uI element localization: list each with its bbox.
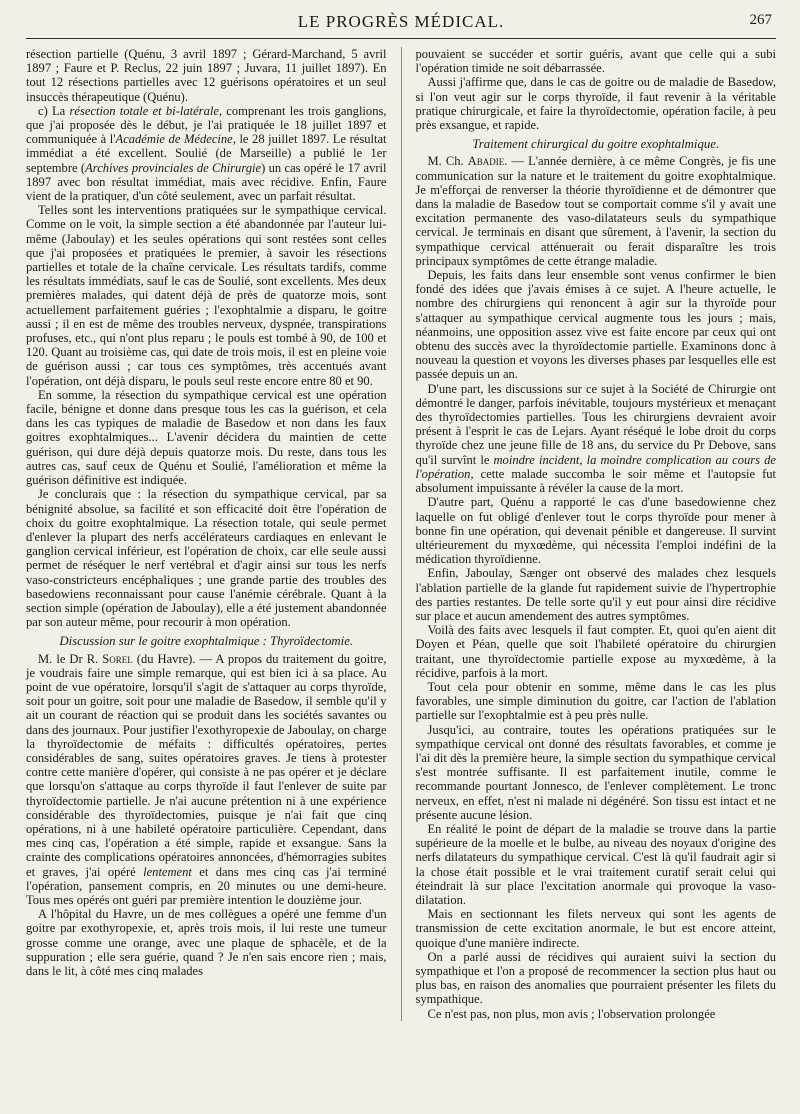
paragraph: Jusqu'ici, au contraire, toutes les opérations pratiquées sur le sympathique cervical ont donné des résultats favorables, et comme je l'ai dit dès la première heure, la simple section du sympathique cervical s'est montrée suffisante. Il est parfaitement inutile, comme le recommande pourtant Jonnesco, de l'enlever complètement. Le tronc nerveux, en effet, n'est ni malade ni dégénéré. Son tissu est intact et ne présente aucune lésion. (415, 722, 777, 822)
left-column (26, 47, 387, 1021)
paragraph: Ce n'est pas, non plus, mon avis ; l'observation prolongée (427, 1006, 716, 1021)
paragraph: Depuis, les faits dans leur ensemble sont venus confirmer le bien fondé des idées que j'avais émises à ce sujet. A l'heure actuelle, le nombre des chirurgiens qui renoncent à agir sur la thyroïde pour s'attaquer au sympathique cervical augmente tous les jours ; mais, néanmoins, une opposition assez vive est faite encore par ceux qui ont obtenu des succès avec la thyroïdectomie partielle. Examinons donc à nouveau la question et voyons les diverses phases par lesquelles elle est passée depuis un an. (415, 268, 777, 382)
paragraph: M. le Dr R. Sorel (du Havre). — A propos du traitement du goitre, je voudrais faire une simple remarque, qui est bien ici à sa place. Au point de vue opératoire, lorsqu'il s'agit de s'attaquer au corps thyroïde, soit pour un goitre, soit pour une maladie de Basedow, il semble qu'il y ait un courant de réaction qui se produit dans les sociétés savantes ou dans des journaux. Pour justifier l'exothyropexie de Jaboulay, on charge la thyroïdectomie de méfaits : difficultés opératoires, pertes considérables de sang, suites opératoires graves. Je tiens à protester contre cette manière d'opérer, qui consiste à ne pas opérer et je déclare que lorsqu'on s'attaque au corps thyroïde il faut l'enlever de suite par thyroïdectomie partielle. Je n'ai aucune prétention ni à une expérience considérable des thyroïdectomies, puisque je n'ai fait que cinq opérations, ni à une habileté opératoire particulière. Cependant, dans mes cinq cas, l'opération a été simple, rapide et exsangue. Sans la crainte des complications opératoires annoncées, d'hémorragies subites et graves, j'ai opéré lentement et dans mes cinq cas j'ai terminé l'opération, pansement compris, en 20 minutes ou une demi-heure. Tous mes opérés ont guéri par première intention le douzième jour. (26, 651, 387, 907)
paragraph: En réalité le point de départ de la maladie se trouve dans la partie supérieure de la moelle et le bulbe, au niveau des noyaux d'origine des nerfs dilatateurs du sympathique cervical. C'est là qu'il faudrait agir si la chose était possible et le vrai traitement curatif serait celui qui éteindrait là sur place l'excitation anormale qui provoque la vaso-dilatation. (415, 821, 777, 907)
paragraph: Telles sont les interventions pratiquées sur le sympathique cervical. Comme on le voit, la simple section a été abandonnée par l'auteur lui-même (Jaboulay) et les seules opérations qui sont restées sont celles que j'ai proposées et pratiquées le premier, à savoir les résections partielles et totale de la chaîne cervicale. Les résultats tardifs, comme les résultats immédiats, sauf le cas de Soulié, sont excellents. Mes deux premières malades, qui datent déjà de près de quatorze mois, sont actuellement parfaitement guéries ; l'exophtalmie a disparu, le goitre aussi ; il en est de même des troubles nerveux, dyspnée, transpirations profuses, etc., qui n'ont plus reparu ; le pouls est tombé à 90, de 100 et 120. Quant au troisième cas, qui date de trois mois, il est en pleine voie de guérison aussi ; car tous ces symptômes, très accentués avant l'opération, ont déjà disparu, le pouls seul reste encore entre 80 et 90. (26, 203, 387, 388)
paragraph: Je conclurais que : la résection du sympathique cervical, par sa bénignité absolue, sa facilité et son efficacité doit être l'opération de choix du goitre exophtalmique. La résection totale, qui seule permet d'enlever la plupart des nerfs accélérateurs cardiaques en enlevant le ganglion cervical inférieur, est l'opération de choix, car elle seule aussi permet de réséquer le nerf vertébral et d'agir ainsi sur tous les nerfs vaso-constricteurs encéphaliques ; une grande partie des troubles des basedowiens reconnaissant pour cause l'anémie cérébrale. Quant à la section simple (opération de Jaboulay), elle a été justement abandonnée par son auteur même, pour recourir à mon opération. (26, 487, 387, 630)
paragraph: D'une part, les discussions sur ce sujet à la Société de Chirurgie ont démontré le danger, parfois inévitable, toujours mystérieux et menaçant des thyroïdectomies partielles. Tous les chirurgiens devraient avoir présent à l'esprit le cas de Lejars. Ayant réséqué le lobe droit du corps thyroïde chez une jeune fille de 18 ans, du service du Pr Debove, sans qu'il survînt le moindre incident, la moindre complication au cours de l'opération, cette malade succomba le soir même et l'autopsie fut absolument impuissante à révéler la cause de la mort. (415, 381, 777, 496)
paragraph: Mais en sectionnant les filets nerveux qui sont les agents de transmission de cette excitation anormale, le but est encore atteint, quoique d'une manière indirecte. (415, 907, 777, 950)
paragraph: D'autre part, Quénu a rapporté le cas d'une basedowienne chez laquelle on fut obligé d'enlever tout le corps thyroïde pour mener à bonne fin une opération, qui devenait pénible et dangereuse. Il survint ultérieurement du myxœdème, qui nécessita l'emploi indéfini de la médication thyroïdienne. (415, 495, 777, 567)
page-number: 267 (749, 12, 772, 28)
paragraph: Tout cela pour obtenir en somme, même dans le cas les plus favorables, une simple diminution du goitre, car l'action de l'ablation partielle sur l'exophtalmie est à peu près nulle. (415, 679, 777, 723)
journal-title: LE PROGRÈS MÉDICAL. (297, 12, 505, 31)
paragraph: c) La résection totale et bi-latérale, comprenant les trois ganglions, que j'ai proposée dès le début, je l'ai pratiquée le 18 juillet 1897 et communiquée à l'Académie de Médecine, le 28 juillet 1897. Le résultat immédiat a été excellent. Soulié (de Marseille) a publié le 1er septembre (Archives provinciales de Chirurgie) un cas opéré le 17 avril 1897 avec bon résultat immédiat, mais avec récidive. Enfin, Faure vient de la pratiquer, d'un côté seulement, avec un parfait résultat. (26, 103, 387, 204)
running-header (26, 12, 776, 39)
paragraph: Enfin, Jaboulay, Sænger ont observé des malades chez lesquels l'ablation partielle de la glande fut rapidement suivie de l'hypertrophie des parties restantes. De telle sorte qu'il y eut pour ainsi dire récidive sur place et aucun amendement des autres symptômes. (415, 566, 777, 623)
article-columns (26, 47, 776, 1021)
paragraph: On a parlé aussi de récidives qui auraient suivi la section du sympathique et l'on a proposé de recommencer la section plus haut ou plus bas, en raison des anomalies que pourraient présenter les filets du sympathique. (415, 949, 777, 1007)
section-heading: Discussion sur le goitre exophtalmique : Thyroïdectomie. (59, 634, 354, 649)
paragraph: résection partielle (Quénu, 3 avril 1897 ; Gérard-Marchand, 5 avril 1897 ; Faure et P. Reclus, 22 juin 1897 ; Juvara, 11 juillet 1897). En tout 12 résections partielles avec 12 guérisons opératoires et un seul insuccès thérapeutique (Quénu). (26, 47, 387, 104)
paragraph: Aussi j'affirme que, dans le cas de goitre ou de maladie de Basedow, si l'on veut agir sur le corps thyroïde, il faut revenir à la véritable pratique chirurgicale, et faire la thyroïdectomie, opération facile, à peu près exsangue, et rapide. (415, 75, 777, 133)
paragraph: M. Ch. Abadie. — L'année dernière, à ce même Congrès, je fis une communication sur la nature et le traitement du goitre exophtalmique. Je m'efforçai de renverser la théorie thyroïdienne et de démontrer que dans la maladie de Basedow tout se comportait comme s'il y avait une excitation permanente des vaso-dilatateurs seuls du sympathique cervical. Je terminais en disant que sûrement, à l'avenir, la section du sympathique cervical atténuerait ou ferait disparaître les trois principaux symptômes de cette étrange maladie. (415, 154, 777, 268)
paragraph: En somme, la résection du sympathique cervical est une opération facile, bénigne et donne dans presque tous les cas la guérison, et cela dans les cas typiques de maladie de Basedow et non dans les faux goitres exophtalmiques... L'avenir décidera du maintien de cette guérison, qui dure déjà depuis quatorze mois. Du reste, dans tous les autres cas, sauf ceux de Quénu et Soulié, l'amélioration et même la guérison définitive est indiquée. (26, 387, 387, 488)
section-heading: Traitement chirurgical du goitre exophtalmique. (472, 137, 720, 152)
paragraph: pouvaient se succéder et sortir guéris, avant que celle qui a subi l'opération timide ne soit débarrassée. (415, 47, 777, 76)
paragraph: Voilà des faits avec lesquels il faut compter. Et, quoi qu'en aient dit Doyen et Péan, quelle que soit l'habileté opératoire du chirurgien traitant, une thyroïdectomie partielle expose au myxœdème, à la récidive, parfois à la mort. (415, 623, 777, 680)
right-column (416, 47, 777, 1021)
paragraph: A l'hôpital du Havre, un de mes collègues a opéré une femme d'un goitre par exothyropexie, et, après trois mois, il lui reste une tumeur grosse comme une orange, avec une plaque de sphacèle, et de la suppuration ; elle sera guérie, quand ? Je n'en sais encore rien ; mais, dans le lit, à côté mes cinq malades (26, 907, 387, 978)
column-divider (401, 47, 402, 1021)
